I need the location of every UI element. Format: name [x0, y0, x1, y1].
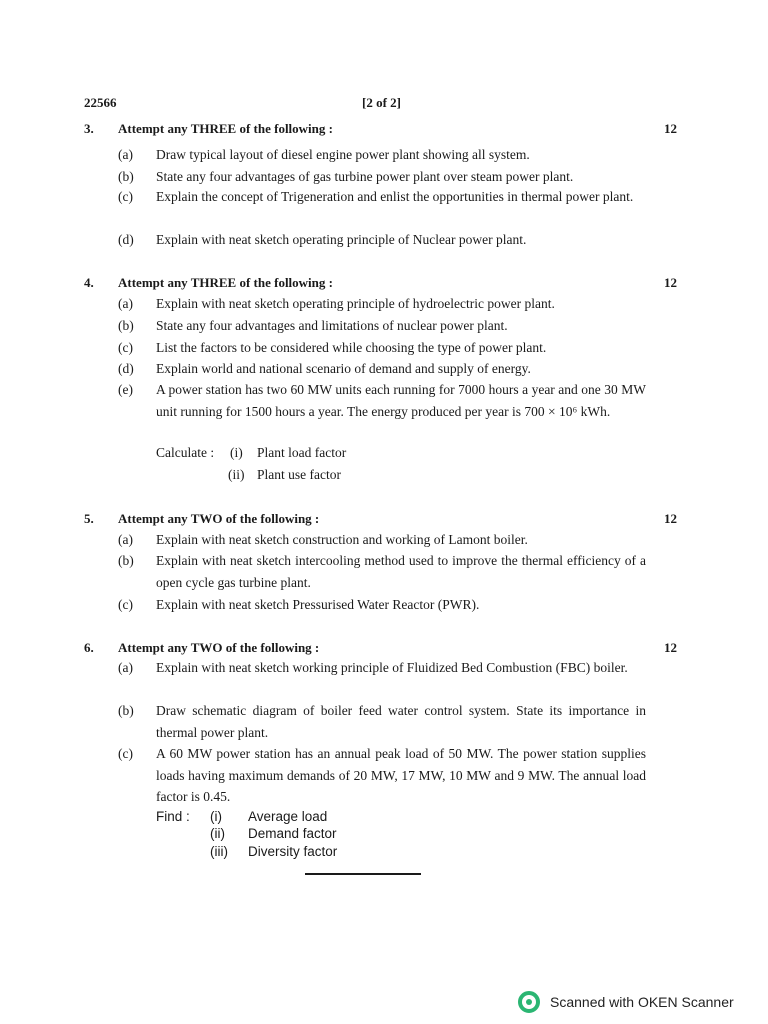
- item-text: Explain with neat sketch working principle of Fluidized Bed Combustion (FBC) boiler.: [156, 660, 628, 675]
- question-instruction: Attempt any TWO of the following :: [118, 640, 320, 655]
- item-text: Explain with neat sketch operating principle of hydroelectric power plant.: [156, 296, 555, 311]
- item-text: Explain the concept of Trigeneration and enlist the opportunities in thermal power plant.: [156, 189, 634, 204]
- question-6-heading: [84, 640, 684, 658]
- item-text: Explain with neat sketch operating principle of Nuclear power plant.: [156, 232, 527, 247]
- find-label: Find :: [156, 809, 190, 824]
- item-label: (a): [118, 532, 133, 547]
- calculate-item-number: (i): [230, 445, 243, 460]
- item-label: (b): [118, 318, 134, 333]
- question-5-heading: [84, 511, 684, 529]
- question-4e: [118, 379, 646, 422]
- item-label: (c): [118, 189, 133, 204]
- item-label: (a): [118, 296, 133, 311]
- question-4b: [118, 315, 646, 337]
- item-text: State any four advantages of gas turbine power plant over steam power plant.: [156, 169, 574, 184]
- calculate-item-text: Plant use factor: [257, 467, 341, 482]
- item-text: A power station has two 60 MW units each running for 7000 hours a year and one 30 MW unit running for 1500 hours a year. The energy produced per year is 700 × 10⁶ kWh.: [156, 382, 646, 419]
- scanner-logo-icon: [518, 991, 540, 1013]
- item-text: Draw typical layout of diesel engine power plant showing all system.: [156, 147, 530, 162]
- item-text: Explain with neat sketch Pressurised Water Reactor (PWR).: [156, 597, 480, 612]
- question-6a: [118, 657, 646, 679]
- question-4-heading: [84, 275, 684, 293]
- find-item-number: (i): [210, 809, 222, 824]
- item-text: State any four advantages and limitations of nuclear power plant.: [156, 318, 508, 333]
- item-label: (c): [118, 746, 133, 761]
- question-3d: [118, 229, 646, 251]
- item-text: Draw schematic diagram of boiler feed water control system. State its importance in thermal power plant.: [156, 703, 646, 740]
- page-number: [2 of 2]: [362, 95, 401, 110]
- find-item-text: Demand factor: [248, 826, 337, 841]
- item-text: List the factors to be considered while choosing the type of power plant.: [156, 340, 547, 355]
- question-3-heading: [84, 121, 684, 139]
- question-instruction: Attempt any TWO of the following :: [118, 511, 320, 526]
- item-text: Explain with neat sketch construction and working of Lamont boiler.: [156, 532, 528, 547]
- item-label: (d): [118, 361, 134, 376]
- question-marks: 12: [664, 511, 677, 526]
- question-marks: 12: [664, 275, 677, 290]
- item-label: (d): [118, 232, 134, 247]
- question-number: 4.: [84, 275, 94, 290]
- calculate-item-text: Plant load factor: [257, 445, 347, 460]
- find-item-text: Average load: [248, 809, 328, 824]
- question-instruction: Attempt any THREE of the following :: [118, 275, 333, 290]
- item-label: (c): [118, 340, 133, 355]
- question-6b: [118, 700, 646, 743]
- question-4a: [118, 293, 646, 315]
- question-number: 5.: [84, 511, 94, 526]
- question-5a: [118, 529, 646, 551]
- question-3c: [118, 186, 646, 208]
- item-label: (c): [118, 597, 133, 612]
- item-label: (b): [118, 703, 134, 718]
- find-item-number: (ii): [210, 826, 225, 841]
- scanner-text: Scanned with OKEN Scanner: [550, 994, 734, 1010]
- item-text: Explain world and national scenario of demand and supply of energy.: [156, 361, 531, 376]
- paper-code: 22566: [84, 95, 117, 110]
- item-label: (e): [118, 382, 133, 397]
- question-number: 6.: [84, 640, 94, 655]
- find-item-text: Diversity factor: [248, 844, 338, 859]
- scanner-watermark: [518, 991, 734, 1013]
- question-3a: [118, 144, 646, 166]
- question-marks: 12: [664, 121, 677, 136]
- end-rule: [305, 873, 421, 875]
- question-number: 3.: [84, 121, 94, 136]
- item-text: A 60 MW power station has an annual peak load of 50 MW. The power station supplies loads having maximum demands of 20 MW, 17 MW, 10 MW and 9 MW. The annual load factor is 0.45.: [156, 746, 646, 804]
- question-6c: [118, 743, 646, 808]
- question-5b: [118, 550, 646, 593]
- item-label: (b): [118, 553, 134, 568]
- question-5c: [118, 594, 646, 616]
- question-marks: 12: [664, 640, 677, 655]
- calculate-item-number: (ii): [228, 467, 245, 482]
- find-item-number: (iii): [210, 844, 228, 859]
- question-4d: [118, 358, 646, 380]
- question-4c: [118, 337, 646, 359]
- item-label: (a): [118, 147, 133, 162]
- question-3b: [118, 166, 646, 188]
- item-label: (a): [118, 660, 133, 675]
- question-instruction: Attempt any THREE of the following :: [118, 121, 333, 136]
- item-text: Explain with neat sketch intercooling method used to improve the thermal efficiency of a open cycle gas turbine plant.: [156, 553, 646, 590]
- calculate-label: Calculate :: [156, 445, 215, 460]
- item-label: (b): [118, 169, 134, 184]
